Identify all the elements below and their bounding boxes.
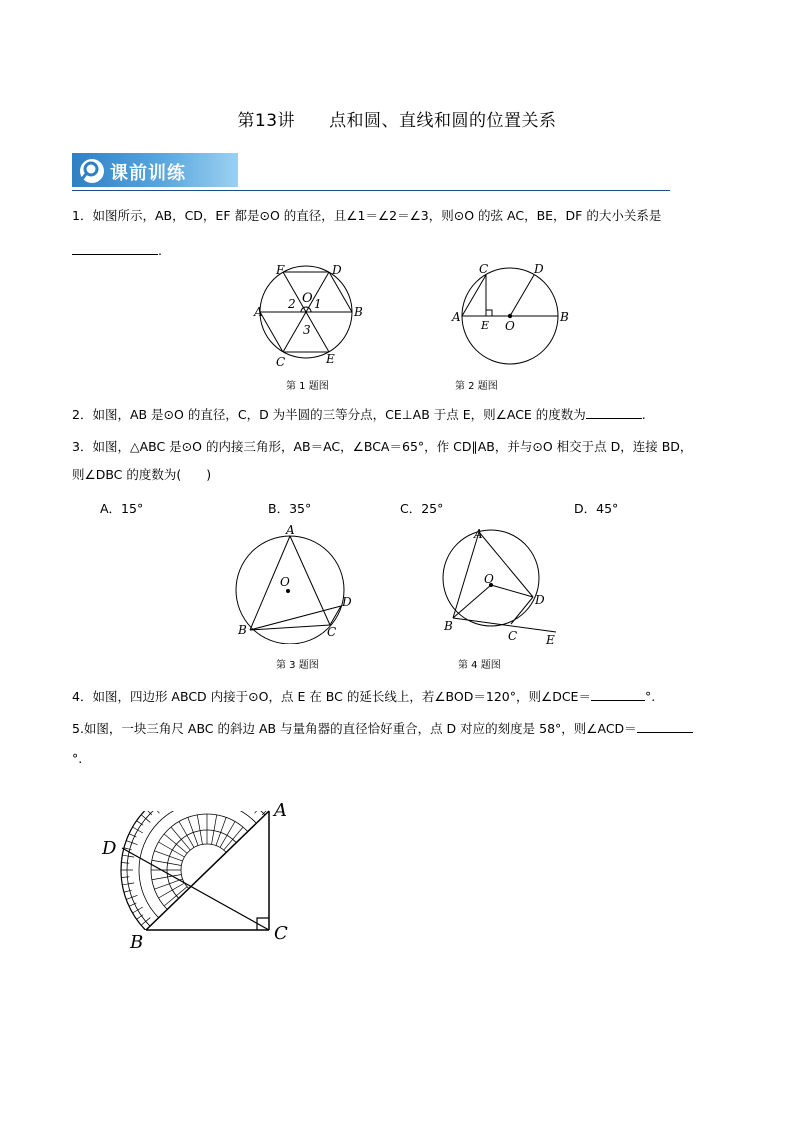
answer-blank[interactable]: [72, 242, 158, 255]
question-3-text: 3．如图，△ABC 是⊙O 的内接三角形，AB＝AC，∠BCA＝65°，作 CD∥AB，并与⊙O 相交于点 D，连接 BD，: [72, 439, 693, 454]
fig1-label-b: B: [354, 305, 363, 319]
figure-3-caption: 第 3 题图: [276, 660, 319, 671]
lecture-topic: 点和圆、直线和圆的位置关系: [329, 111, 557, 131]
figure-4: [440, 522, 568, 646]
option-c[interactable]: C．25°: [400, 501, 444, 516]
answer-blank[interactable]: [591, 688, 645, 701]
fig3-label-b: B: [238, 623, 247, 637]
fig4-label-c: C: [508, 629, 518, 643]
figure-1: [250, 258, 370, 370]
lecture-number: 第13讲: [237, 111, 296, 131]
fig1-label-e: E: [326, 352, 335, 366]
fig3-label-c: C: [327, 625, 337, 639]
question-2-text: 2．如图，AB 是⊙O 的直径，C，D 为半圆的三等分点，CE⊥AB 于点 E，则∠ACE 的度数为: [72, 407, 586, 422]
fig2-label-b: B: [560, 310, 569, 324]
fig2-label-o: O: [505, 319, 515, 333]
fig1-label-a: A: [254, 305, 263, 319]
fig1-label-f: F: [276, 263, 285, 277]
fig1-label-d: D: [332, 263, 342, 277]
question-5-text: 5.如图，一块三角尺 ABC 的斜边 AB 与量角器的直径恰好重合，点 D 对应的刻度是 58°，则∠ACD＝: [72, 721, 637, 736]
fig3-label-d: D: [342, 595, 352, 609]
figure-3: [228, 520, 358, 644]
magnifier-icon: [78, 157, 106, 185]
fig3-label-a: A: [286, 523, 295, 537]
answer-blank[interactable]: [637, 720, 693, 733]
question-1: [72, 207, 661, 225]
question-2: 2．如图，AB 是⊙O 的直径，C，D 为半圆的三等分点，CE⊥AB 于点 E，则∠ACE 的度数为 .: [72, 407, 646, 422]
fig2-label-e: E: [481, 319, 490, 332]
fig5-label-a: A: [274, 800, 287, 821]
option-a[interactable]: A．15°: [100, 501, 144, 516]
question-4-text: 4．如图，四边形 ABCD 内接于⊙O，点 E 在 BC 的延长线上，若∠BOD＝120°，则∠DCE＝: [72, 689, 591, 704]
fig4-label-a: A: [474, 527, 483, 541]
section-divider: [72, 190, 670, 191]
fig3-label-o: O: [280, 575, 290, 589]
fig1-label-2: 2: [288, 297, 296, 311]
question-5-line2: °.: [72, 751, 83, 766]
fig1-label-1: 1: [314, 297, 322, 311]
fig4-label-o: O: [484, 572, 494, 586]
fig2-label-d: D: [534, 262, 544, 276]
page-title: [0, 106, 794, 131]
figure-5: [96, 778, 306, 956]
fig1-label-c: C: [276, 355, 286, 369]
question-3: [72, 438, 692, 456]
question-3-line2: 则∠DBC 的度数为( ): [72, 467, 212, 482]
figure-1-caption: 第 1 题图: [286, 381, 329, 392]
fig4-label-b: B: [444, 619, 453, 633]
question-5: [72, 720, 693, 738]
fig2-label-c: C: [479, 262, 489, 276]
fig5-label-d: D: [102, 838, 117, 859]
figure-4-caption: 第 4 题图: [458, 660, 501, 671]
figure-2-caption: 第 2 题图: [455, 381, 498, 392]
question-1-answer-line: .: [72, 242, 162, 260]
fig2-label-a: A: [452, 310, 461, 324]
figure-2: [448, 258, 578, 370]
fig4-label-d: D: [535, 593, 545, 607]
fig5-label-c: C: [274, 923, 288, 944]
fig4-label-e: E: [546, 633, 555, 646]
question-1-text: 1．如图所示，AB，CD，EF 都是⊙O 的直径，且∠1＝∠2＝∠3，则⊙O 的弦 AC，BE，DF 的大小关系是: [72, 208, 662, 223]
fig1-label-3: 3: [303, 323, 311, 337]
answer-blank[interactable]: [586, 406, 642, 419]
option-b[interactable]: B．35°: [268, 501, 312, 516]
fig5-label-b: B: [130, 932, 144, 953]
section-banner-label: 课前训练: [110, 163, 186, 184]
option-d[interactable]: D．45°: [574, 501, 619, 516]
fig1-label-o: O: [302, 291, 313, 306]
question-4: 4．如图，四边形 ABCD 内接于⊙O，点 E 在 BC 的延长线上，若∠BOD＝120°，则∠DCE＝ °.: [72, 689, 656, 704]
